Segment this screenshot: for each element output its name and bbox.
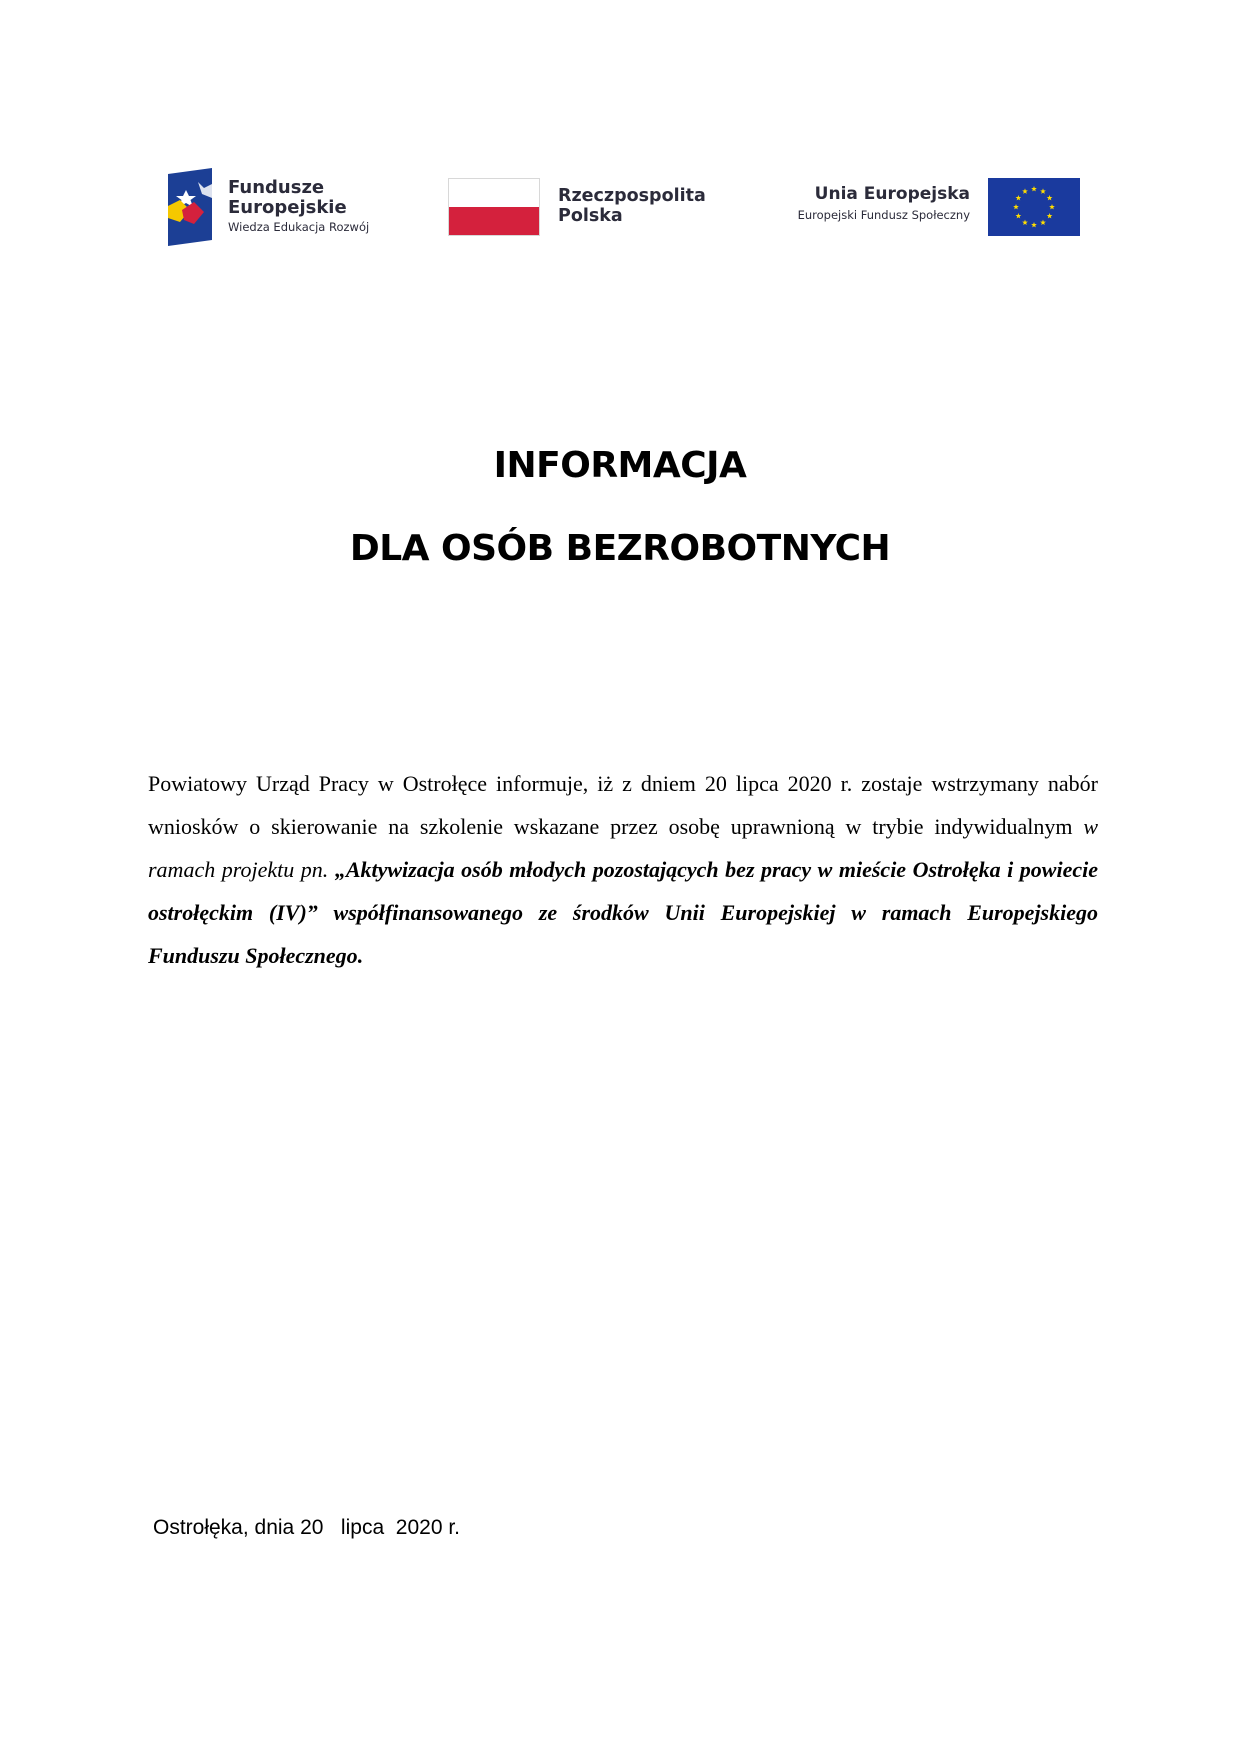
paragraph-end-period: . bbox=[357, 943, 364, 968]
polska-line1: Rzeczpospolita bbox=[558, 186, 706, 206]
place-and-date: Ostrołęka, dnia 20 lipca 2020 r. bbox=[153, 1516, 461, 1539]
fundusze-title-line1: Fundusze bbox=[228, 177, 325, 198]
eu-star-icon bbox=[1013, 204, 1019, 209]
eu-star-icon bbox=[1031, 186, 1037, 191]
polska-line2: Polska bbox=[558, 206, 623, 226]
fundusze-europejskie-star-icon bbox=[168, 168, 212, 246]
eu-star-icon bbox=[1016, 195, 1022, 200]
paragraph-text-italic: w ramach projektu pn. bbox=[148, 814, 1098, 882]
eu-stars-icon bbox=[988, 178, 1080, 236]
announcement-paragraph bbox=[148, 762, 1098, 977]
fundusze-title-line2: Europejskie bbox=[228, 197, 347, 218]
ue-title: Unia Europejska bbox=[814, 184, 970, 204]
title-line-1: INFORMACJA bbox=[493, 445, 747, 486]
fundusze-europejskie-text bbox=[228, 178, 369, 234]
eu-star-icon bbox=[1040, 188, 1046, 193]
eu-star-icon bbox=[1047, 195, 1053, 200]
rzeczpospolita-polska-text bbox=[558, 186, 706, 226]
paragraph-text-regular: Powiatowy Urząd Pracy w Ostrołęce informuje, iż z dniem 20 lipca 2020 r. zostaje wstrzymany nabór wniosków o skierowanie na szkolenie wskazane przez osobę uprawnioną w trybie indywidualnym bbox=[148, 771, 1098, 839]
eu-star-icon bbox=[1022, 188, 1028, 193]
eu-star-icon bbox=[1022, 220, 1028, 225]
eu-star-icon bbox=[1031, 222, 1037, 227]
eu-star-icon bbox=[1040, 220, 1046, 225]
eu-star-icon bbox=[1047, 213, 1053, 218]
rzeczpospolita-polska-logo bbox=[448, 168, 728, 246]
fundusze-europejskie-logo bbox=[168, 168, 408, 246]
logo-bar bbox=[168, 168, 1080, 246]
eu-flag-icon bbox=[988, 178, 1080, 236]
title-line-2: DLA OSÓB BEZROBOTNYCH bbox=[349, 528, 891, 569]
fundusze-subtitle: Wiedza Edukacja Rozwój bbox=[228, 220, 370, 234]
unia-europejska-logo bbox=[768, 168, 1080, 246]
polish-flag-icon bbox=[448, 178, 540, 236]
project-name: „Aktywizacja osób młodych pozostających bez pracy w mieście Ostrołęka i powiecie ostrołęckim (IV)” współfinansowanego ze środków Unii Europejskiej w ramach Europejskiego Funduszu Społecznego bbox=[148, 857, 1098, 968]
unia-europejska-text bbox=[798, 184, 970, 222]
eu-star-icon bbox=[1016, 213, 1022, 218]
ue-subtitle: Europejski Fundusz Społeczny bbox=[797, 208, 970, 222]
eu-star-icon bbox=[1049, 204, 1055, 209]
page-title bbox=[0, 445, 1240, 569]
